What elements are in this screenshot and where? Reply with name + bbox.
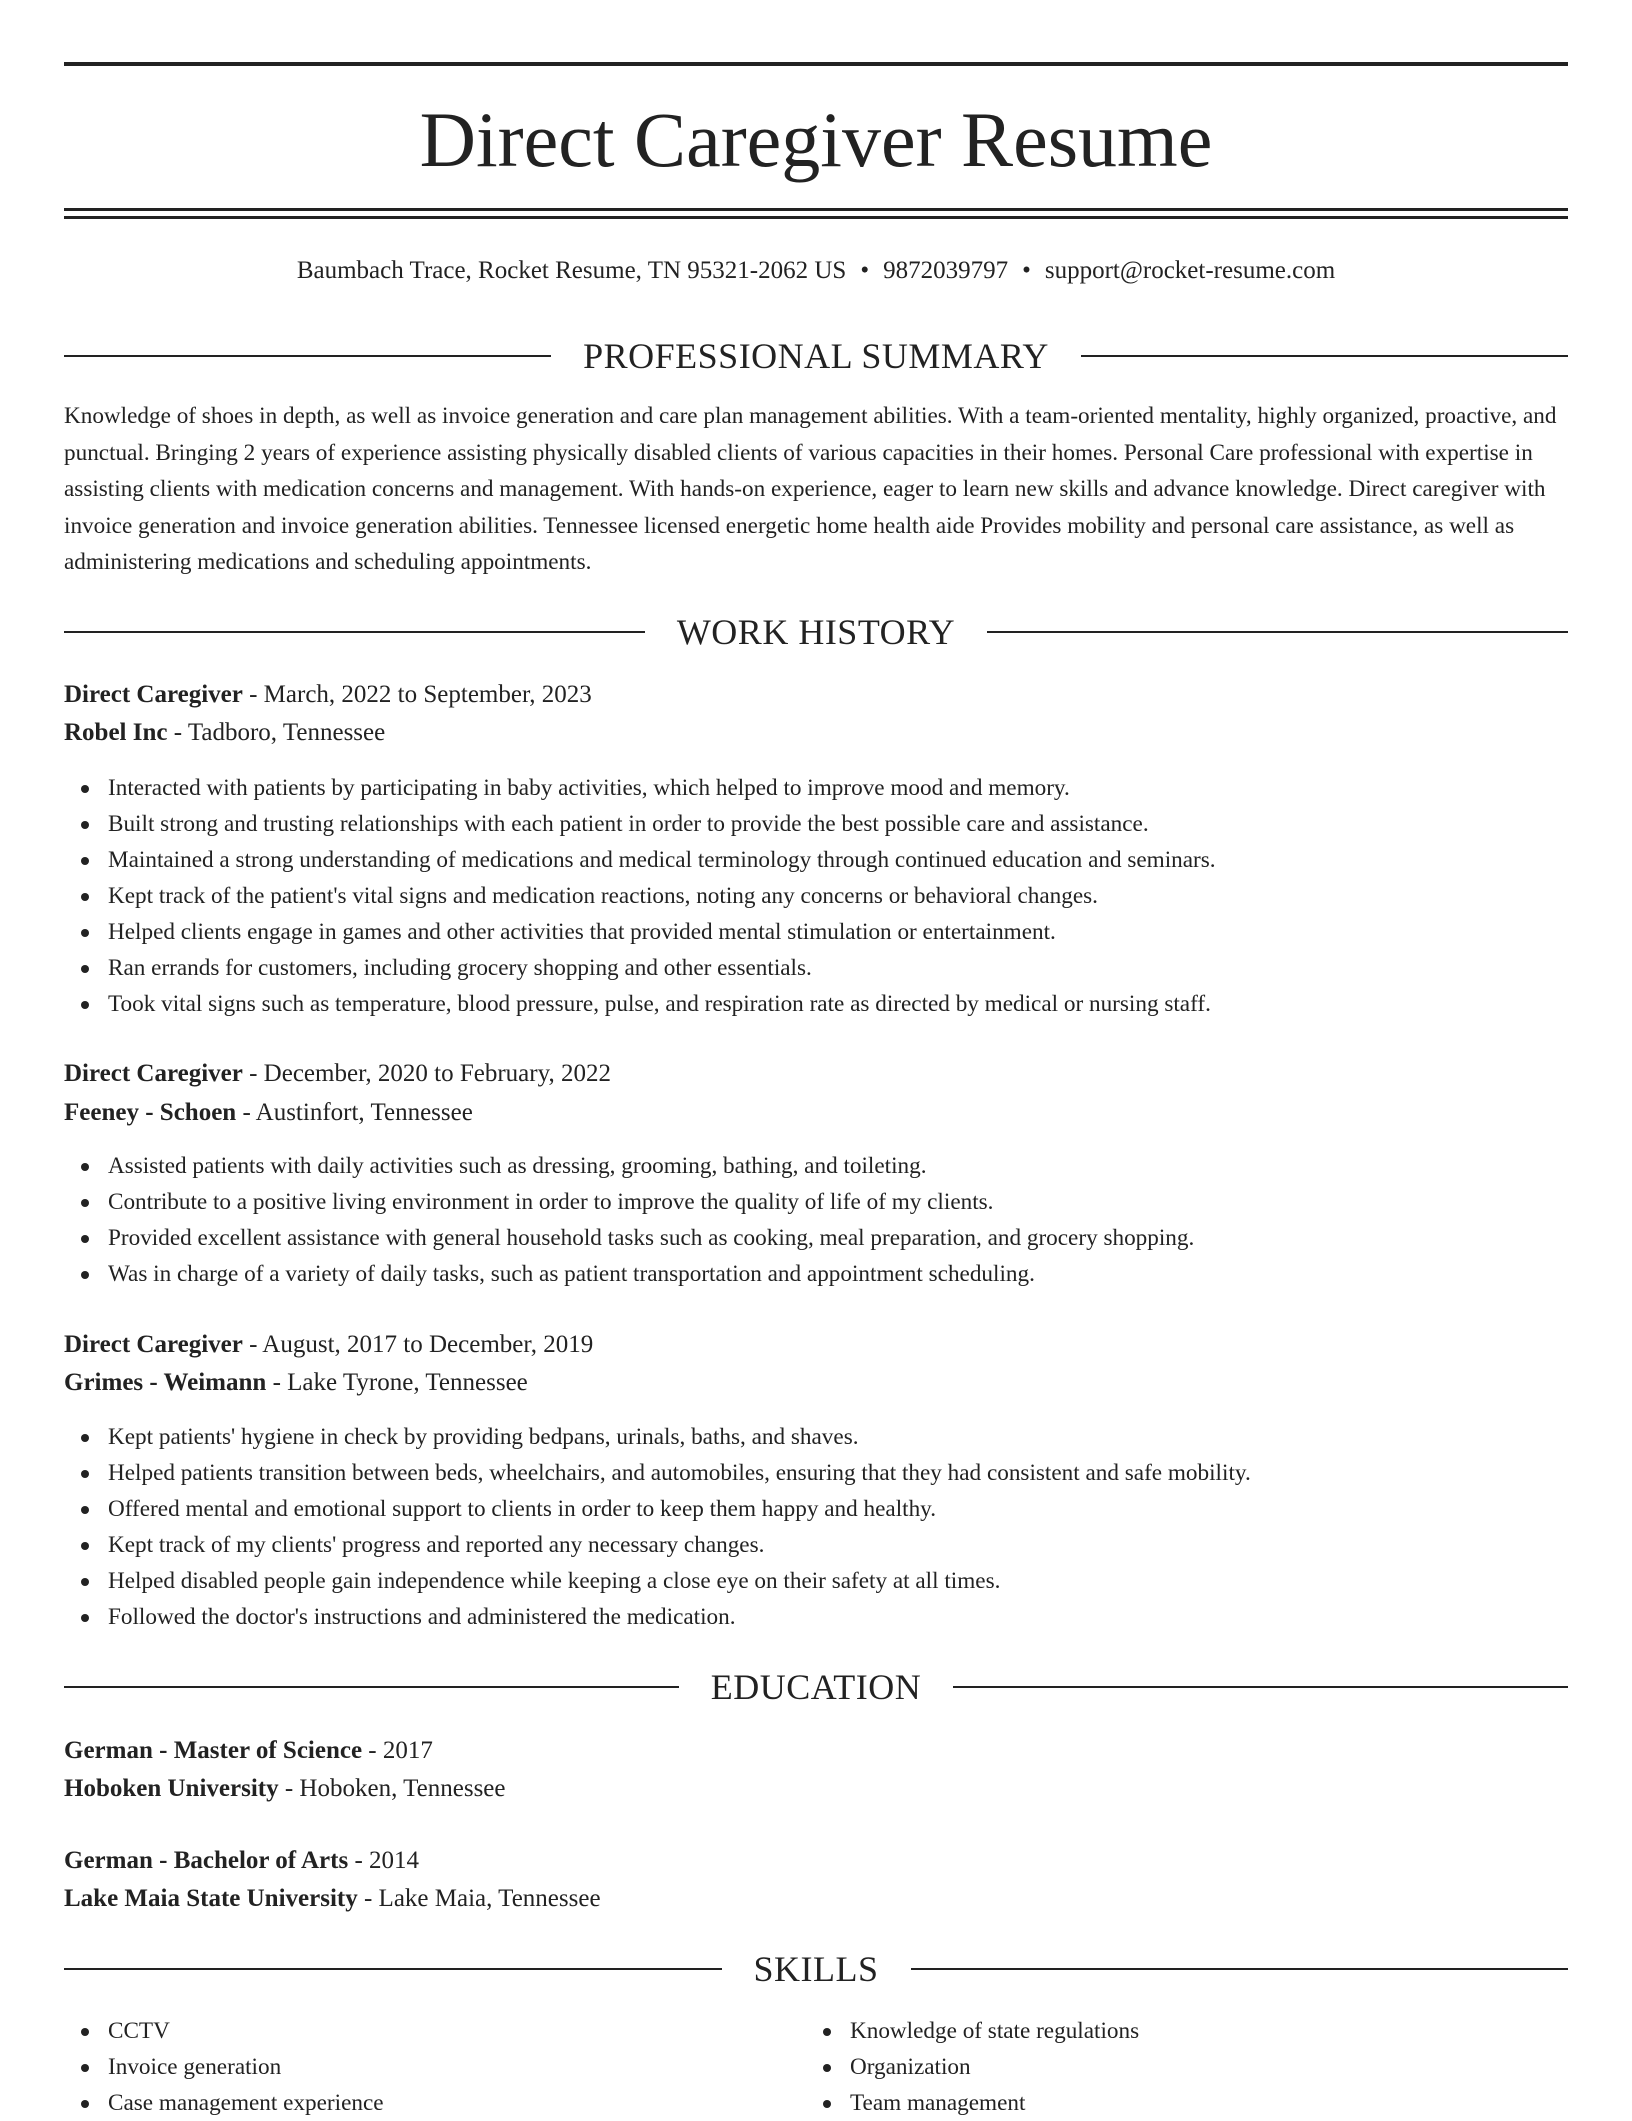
education-school-line (64, 1771, 1568, 1807)
heading-rule (953, 1686, 1568, 1688)
section-title: WORK HISTORY (676, 612, 956, 652)
section-heading-education (64, 1665, 1568, 1709)
education-location: - Lake Maia, Tennessee (357, 1885, 601, 1912)
list-item: Kept track of my clients' progress and reported any necessary changes. (64, 1527, 1568, 1563)
job-dates: - August, 2017 to December, 2019 (242, 1331, 594, 1358)
list-item: Contribute to a positive living environment in order to improve the quality of life of my clients. (64, 1184, 1568, 1220)
skill-item: Case management experience (64, 2085, 1568, 2121)
contact-line (64, 254, 1568, 288)
job-title-line (64, 1327, 1568, 1363)
job-location: - Austinfort, Tennessee (236, 1099, 473, 1126)
job-company: Robel Inc (64, 719, 168, 746)
list-item: Was in charge of a variety of daily tasks, such as patient transportation and appointment scheduling. (64, 1256, 1568, 1292)
section-title: PROFESSIONAL SUMMARY (583, 336, 1049, 376)
job-company-line (64, 1365, 1568, 1401)
contact-separator: • (860, 257, 870, 284)
list-item: Assisted patients with daily activities such as dressing, grooming, bathing, and toileting. (64, 1148, 1568, 1184)
job-title: Direct Caregiver (64, 681, 243, 708)
list-item: Helped patients transition between beds, wheelchairs, and automobiles, ensuring that they had consistent and safe mobility. (64, 1455, 1568, 1491)
heading-rule (1081, 355, 1568, 357)
resume-title: Direct Caregiver Resume (419, 96, 1213, 183)
top-rule (64, 62, 1568, 66)
heading-rule (64, 1686, 679, 1688)
skill-item: CCTV (64, 2013, 1568, 2049)
job-dates: - March, 2022 to September, 2023 (242, 681, 592, 708)
section-heading-summary (64, 334, 1568, 378)
list-item: Kept track of the patient's vital signs and medication reactions, noting any concerns or behavioral changes. (64, 878, 1568, 914)
list-item: Kept patients' hygiene in check by providing bedpans, urinals, baths, and shaves. (64, 1419, 1568, 1455)
heading-rule (987, 631, 1568, 633)
list-item: Followed the doctor's instructions and administered the medication. (64, 1599, 1568, 1635)
education-location: - Hoboken, Tennessee (278, 1775, 506, 1802)
skills-list-right (806, 2013, 1632, 2121)
education-year: - 2017 (362, 1737, 433, 1764)
job-company-line (64, 715, 1568, 751)
job-dates: - December, 2020 to February, 2022 (242, 1060, 611, 1087)
education-degree-line (64, 1733, 1568, 1769)
section-heading-work-history (64, 610, 1568, 654)
education-degree: German - Bachelor of Arts (64, 1847, 349, 1874)
job-company: Feeney - Schoen (64, 1099, 237, 1126)
contact-email: support@rocket-resume.com (1044, 257, 1336, 284)
skill-item: Invoice generation (64, 2049, 1568, 2085)
list-item: Interacted with patients by participating in baby activities, which helped to improve mood and memory. (64, 770, 1568, 806)
education-degree-line (64, 1843, 1568, 1879)
section-title: EDUCATION (710, 1667, 922, 1707)
list-item: Helped disabled people gain independence while keeping a close eye on their safety at all times. (64, 1563, 1568, 1599)
section-heading-skills (64, 1947, 1568, 1991)
list-item: Provided excellent assistance with general household tasks such as cooking, meal preparation, and grocery shopping. (64, 1220, 1568, 1256)
job-duties-list (64, 1148, 1568, 1292)
job-duties-list (64, 770, 1568, 1022)
job-title: Direct Caregiver (64, 1060, 243, 1087)
education-degree: German - Master of Science (64, 1737, 363, 1764)
contact-separator: • (1022, 257, 1031, 284)
list-item: Maintained a strong understanding of medications and medical terminology through continued education and seminars. (64, 842, 1568, 878)
list-item: Ran errands for customers, including grocery shopping and other essentials. (64, 950, 1568, 986)
section-title: SKILLS (753, 1949, 879, 1989)
job-title: Direct Caregiver (64, 1331, 243, 1358)
education-school: Hoboken University (64, 1775, 279, 1802)
list-item: Built strong and trusting relationships with each patient in order to provide the best possible care and assistance. (64, 806, 1568, 842)
contact-phone: 9872039797 (883, 257, 1009, 284)
job-duties-list (64, 1419, 1568, 1635)
title-double-rule (64, 208, 1568, 219)
list-item: Helped clients engage in games and other activities that provided mental stimulation or entertainment. (64, 914, 1568, 950)
heading-rule (911, 1968, 1569, 1970)
list-item: Took vital signs such as temperature, blood pressure, pulse, and respiration rate as directed by medical or nursing staff. (64, 986, 1568, 1022)
heading-rule (64, 1968, 722, 1970)
list-item: Offered mental and emotional support to clients in order to keep them happy and healthy. (64, 1491, 1568, 1527)
contact-address: Baumbach Trace, Rocket Resume, TN 95321-2062 US (296, 257, 847, 284)
education-year: - 2014 (348, 1847, 420, 1874)
job-location: - Lake Tyrone, Tennessee (266, 1369, 528, 1396)
education-school: Lake Maia State University (64, 1885, 358, 1912)
skill-item: Organization (806, 2049, 1632, 2085)
education-school-line (64, 1881, 1568, 1917)
skill-item: Knowledge of state regulations (806, 2013, 1632, 2049)
job-title-line (64, 1056, 1568, 1092)
job-company: Grimes - Weimann (64, 1369, 267, 1396)
heading-rule (64, 355, 551, 357)
heading-rule (64, 631, 645, 633)
job-title-line (64, 677, 1568, 713)
skill-item: Team management (806, 2085, 1632, 2121)
summary-text: Knowledge of shoes in depth, as well as invoice generation and care plan management abilities. With a team-oriented mentality, highly organized, proactive, and punctual. Bringing 2 years of experience assisting physically disabled clients of various capacities in their homes. Personal Care professional with expertise in assisting clients with medication concerns and management. With hands-on experience, eager to learn new skills and advance knowledge. Direct caregiver with invoice generation and invoice generation abilities. Tennessee licensed energetic home health aide Provides mobility and personal care assistance, as well as administering medications and scheduling appointments. (64, 403, 1557, 575)
job-location: - Tadboro, Tennessee (167, 719, 386, 746)
job-company-line (64, 1095, 1568, 1131)
